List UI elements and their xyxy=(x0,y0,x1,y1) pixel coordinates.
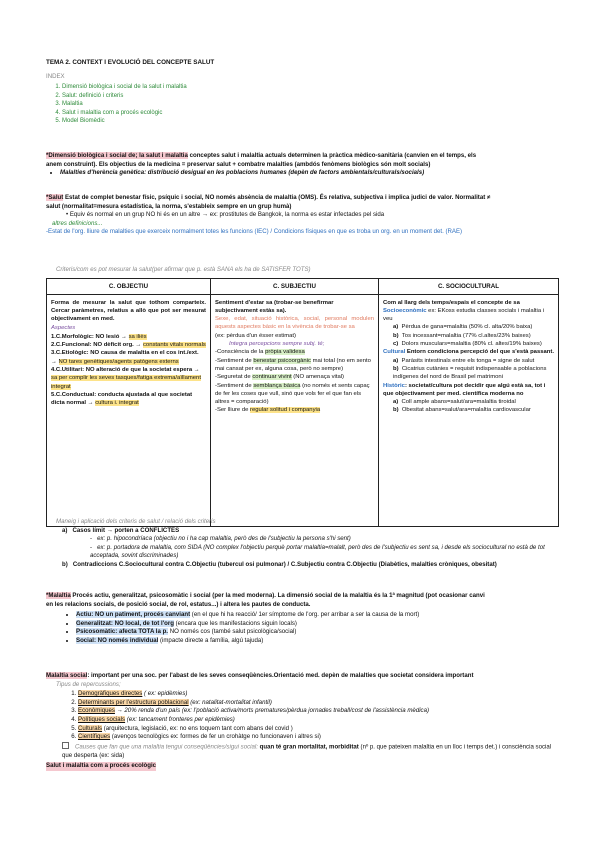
sub-heading: Maneig i aplicació dels criteris de salut / relació dels criteris xyxy=(56,518,216,525)
cell-text: Històric: societat/cultura pot decidir que algú està sa, tot i que objectivament per med. científica moderna no xyxy=(383,382,546,397)
cell-text: c) Dolors musculars=malaltia (80% cl. altes/19% baixes) xyxy=(393,341,542,348)
column-header: C. SUBJECTIU xyxy=(211,278,379,294)
column-header: C. SOCIOCULTURAL xyxy=(379,278,559,294)
other-definitions-label: altres definicions... xyxy=(52,219,103,227)
cell-text: -Consciència de la pròpia validesa xyxy=(215,349,305,356)
cell-text: a) Paràsits intestinals entre els tonga = signe de salut xyxy=(393,357,535,364)
cell-text: 1.C.Morfològic: NO lesió → sa iliès xyxy=(51,333,147,340)
section-text: salut (normalitat=mesura estadística, la norma, s'estableix sempre en un grup humà) xyxy=(46,202,292,210)
bullet-item: • Actiu: NO un patiment, procés canviant (en el que hi ha reacció/ 1er símptome de l'org. per arribar a ser la causa de la mort) xyxy=(76,611,558,620)
checkbox-item: Causes que fan que una malaltia tengui conseqüències/sigui social: quan té gran mortalitat, morbiditat (nº p. que pateixen malaltia en un lloc i temps det.) i consciència social que desperta (ex: sida) xyxy=(62,743,552,759)
section-heading: Malaltia social xyxy=(46,672,88,679)
cell-text: 5.C.Conductual: conducta ajustada al que societat dicta normal → cultura i. integrat xyxy=(51,391,193,407)
index-item[interactable]: 2. Salut: definició i criteris xyxy=(62,92,187,101)
cell-text: Socioeconòmic ex: EKoss estudia classes socials i malaltia i veu xyxy=(383,307,545,323)
cell-text: -Sentiment de semblança bàsica (no només et sents capaç de fer les coses que vull, sinó que vols fer el que fan els altres = comparació) xyxy=(215,382,370,406)
cell-text: -Ser lliure de regular solitud i companyia xyxy=(215,407,321,414)
page-title: TEMA 2. CONTEXT I EVOLUCIÓ DEL CONCEPTE SALUT xyxy=(46,59,215,66)
list-item: 2. Determinants per l'estructura poblacional (ex: natalitat-mortalitat infantil) xyxy=(78,699,558,708)
definition-text: -Estat de l'org. lliure de malalties que exerceix normalment totes les funcions (IEC) / Condicions físiques en que es troba un org. en un moment det. (RAE) xyxy=(46,228,463,236)
list-item: 5. Culturals (arquitectura, legislació, ex: no ens toquem tant com abans del covid ) xyxy=(78,725,558,734)
sociocultural-cell xyxy=(379,294,559,526)
index-item[interactable]: 3. Malaltia xyxy=(62,100,187,109)
cell-text: Sexe, edat, situació històrica, social, personal modulen aquests aspectes bàsic en la vivència de trobar-se sa xyxy=(215,316,374,331)
bullet-item: • Psicosomàtic: afecta TOTA la p. NO només cos (també salut psicològica/social) xyxy=(76,628,558,637)
cell-text: b) Cicatrius cutànies = requisit indispensable a poblacions indígenes del nord de Brasil pel matrimoni xyxy=(393,365,547,381)
section-social-illness xyxy=(46,672,558,771)
section-text: Estat de complet benestar físic, psíquic i social, NO només absència de malaltia (OMS). És relativa, subjectiva i implica judici de valor. Normalitat ≠ xyxy=(63,194,491,201)
index-list xyxy=(50,83,187,126)
checkbox-icon[interactable] xyxy=(62,742,69,749)
bullet-item: • Social: NO només individual (impacte directe a família, algú tajuda) xyxy=(76,637,558,646)
cell-text: 3.C.Etiològic: NO causa de malaltia en el cos int./ext. → NO tares genètiques/agents patògens externs xyxy=(51,350,199,365)
cell-text: a) Coll ample abans=salut/ara=malaltia tiroidal xyxy=(393,399,516,406)
section-health xyxy=(46,194,558,237)
section-heading: *Malaltia xyxy=(46,592,71,599)
section-text: Procés actiu, generalitzat, psicosomàtic i social (per la med moderna). La dimensió social de la malaltia és la 1ª magnitud (pot ocasionar canvi xyxy=(70,592,485,599)
section-text: conceptes salut i malaltia actuals determinen la pràctica mèdico-sanitària (canvien en el temps, els xyxy=(187,152,477,159)
cell-text: -Sentiment de benestar psicoorgànic mai total (no em sento mai cansat per ex, alguna cosa, però no sempre) xyxy=(215,357,371,372)
cell-subheading: Aspectes xyxy=(51,325,76,332)
index-item[interactable]: 1. Dimensió biològica i social de la salut i malaltia xyxy=(62,83,187,92)
list-item: 3. Econòmiques → 20% renda d'un país (ex: l'població activa/morts prematures/pèrdua jornades treball/cost de l'assistència mèdica) xyxy=(78,707,558,716)
index-item[interactable]: 5. Model Biomèdic xyxy=(62,117,187,126)
sub-heading: Tipus de repercussions; xyxy=(56,680,121,688)
cell-text: 2.C.Funcional: NO dèficit org. → constants vitals normals xyxy=(51,342,206,349)
sub-bullet: • Equiv és normal en un grup NO hi és en un altre → ex: prostitutes de Bangkok, la norma es estar infectades pel sida xyxy=(66,211,385,219)
list-item: - ex: p. portadora de malaltia, com SIDA (NO complex l'objectiu perquè portar malaltia=malalt, però des de l'subjectiu es sent sa, i desde els sociocultural no està de tot acceptada, sovint discriminades) xyxy=(90,543,545,560)
cell-text: 4.C.Utilitari: NO alteració de que la societat espera → sa per complir les seves tasques/fatiga extrema/aïllament integrat xyxy=(51,366,201,390)
section-illness xyxy=(46,592,558,646)
section-text: en les relacions socials, de posició social, de rol, estatus...) i altera les pautes de conducta. xyxy=(46,600,311,608)
cell-text: b) Obesitat abans=salut/ara=malaltia cardiovascular xyxy=(393,407,531,414)
list-item: a) Casos límit → porten a CONFLICTES xyxy=(62,526,180,534)
section-biological-social xyxy=(46,152,558,178)
list-item: - ex: p. hipocondríaca (objectiu no i ha cap malaltia, però des de l'subjectiu la persona s'hi sent) xyxy=(90,535,351,543)
list-item: b) Contradiccions C.Sociocultural contra C.Objectiu (tubercul osi pulmonar) / C.Subjectiu contra C.Objectiu (Diabètics, malalties cròniques, obesitat) xyxy=(62,560,497,568)
cell-text: -Seguretat de continuar vivint (NO amenaça vital) xyxy=(215,374,345,381)
list-item: 1. Demogràfiques directes ( ex: epidèmies) xyxy=(78,690,558,699)
section-heading: Salut i malaltia com a procés ecològic xyxy=(46,762,157,770)
index-item[interactable]: 4. Salut i malaltia com a procés ecològic xyxy=(62,109,187,118)
cell-text: b) Tos incessant=malaltia (77% cl.altes/23% baixes) xyxy=(393,332,531,339)
table-caption: Criteris/com es pot mesurar la salut(per afirmar que p. està SANA els ha de SATISFER TOTS) xyxy=(56,266,311,273)
cell-text: a) Pèrdua de gana=malaltia (50% cl. alta/20% baixa) xyxy=(393,324,533,331)
section-text: anem construint). Els objectius de la medicina = preservar salut + combatre malalties (ambdós fenòmens biològics són molt socials) xyxy=(46,160,431,168)
cell-text: Cultural Entorn condiciona percepció del que s'està passant. xyxy=(383,349,554,356)
criteria-table xyxy=(46,278,559,527)
criteria-management xyxy=(46,518,558,570)
list-item: 6. Científiques (avenços tecnològics ex: formes de fer un crohàtge no funcionaven i altres si) xyxy=(78,733,558,742)
criteria-block xyxy=(46,266,558,527)
cell-text: Forma de mesurar la salut que tothom comparteix. Cercar paràmetres, relatius a allò que pot ser mesurat objectivament en med. xyxy=(51,299,206,323)
section-text: : important per una soc. per l'abast de les seves conseqüències.Orientació med. depèn de malalties que societat considera important xyxy=(87,672,474,679)
bullet-item: • Generalitzat: NO local, de tot l'org (encara que les manifestacions siguin locals) xyxy=(76,620,558,629)
repercussion-list xyxy=(46,690,558,742)
cell-text: Com al llarg dels temps/espais el concepte de sa xyxy=(383,299,520,306)
bullet-item: • Malalties d'herència genètica: distribució desigual en les poblacions humanes (depèn de factors ambientals/culturals/socials) xyxy=(60,169,558,178)
column-header: C. OBJECTIU xyxy=(47,278,211,294)
section-heading: *Salut xyxy=(46,194,64,201)
list-item: 4. Polítiques socials (ex: tancament fronteres per epidèmies) xyxy=(78,716,558,725)
section-heading: *Dimensió biològica i social de; la salut i malaltia xyxy=(46,152,188,159)
index-heading: INDEX xyxy=(46,73,65,80)
cell-text: (ex: pèrdua d'un ésser estimat) xyxy=(215,332,297,339)
cell-text: Sentiment d'estar sa (trobar-se benefirmar subjectivament estàs sa). xyxy=(215,299,334,314)
cell-subheading: Integra percepcions sempre subj. té; xyxy=(229,341,325,348)
objective-cell xyxy=(47,294,211,526)
subjective-cell xyxy=(211,294,379,526)
